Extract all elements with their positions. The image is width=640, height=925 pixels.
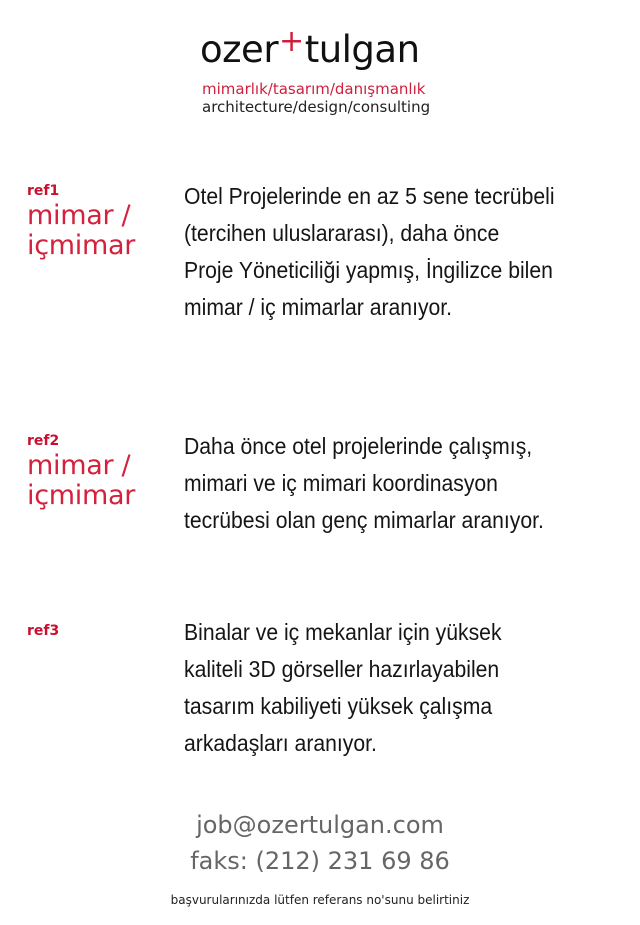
ref3-heading bbox=[27, 623, 59, 639]
contact-email[interactable]: job@ozertulgan.com bbox=[196, 811, 444, 839]
ref1-heading bbox=[27, 183, 135, 261]
logo-wordmark bbox=[200, 24, 460, 73]
logo-name-right: tulgan bbox=[304, 28, 420, 71]
description-line: Binalar ve iç mekanlar için yüksek bbox=[184, 619, 502, 645]
description-line: mimar / iç mimarlar aranıyor. bbox=[184, 294, 453, 320]
ref-label: ref2 bbox=[27, 433, 60, 449]
description-line: Proje Yöneticiliği yapmış, İngilizce bilen bbox=[184, 257, 553, 283]
logo-subtitle-en: architecture/design/consulting bbox=[202, 98, 431, 116]
ref2-heading bbox=[27, 433, 135, 511]
description-line: arkadaşları aranıyor. bbox=[184, 730, 377, 756]
description-line: (tercihen uluslararası), daha önce bbox=[184, 220, 500, 246]
ref2-description bbox=[184, 428, 593, 539]
logo-plus-sign: + bbox=[279, 24, 304, 59]
ref1-description bbox=[184, 178, 593, 326]
ref-title-line: mimar / bbox=[27, 200, 131, 231]
ref-title bbox=[27, 201, 135, 261]
logo-subtitle-tr: mimarlık/tasarım/danışmanlık bbox=[202, 80, 426, 98]
application-note: başvurularınızda lütfen referans no'sunu belirtiniz bbox=[170, 893, 470, 907]
description-line: tasarım kabiliyeti yüksek çalışma bbox=[184, 693, 493, 719]
ref-title-line: mimar / bbox=[27, 450, 131, 481]
description-line: mimari ve iç mimari koordinasyon bbox=[184, 470, 498, 496]
description-line: Otel Projelerinde en az 5 sene tecrübeli bbox=[184, 183, 555, 209]
ref3-description bbox=[184, 614, 593, 762]
description-line: tecrübesi olan genç mimarlar aranıyor. bbox=[184, 507, 544, 533]
ref-title-line: içmimar bbox=[27, 480, 135, 511]
description-line: Daha önce otel projelerinde çalışmış, bbox=[184, 433, 533, 459]
ref-label: ref1 bbox=[27, 183, 60, 199]
ref-title-line: içmimar bbox=[27, 230, 135, 261]
contact-fax: faks: (212) 231 69 86 bbox=[190, 847, 450, 875]
ref-title bbox=[27, 451, 135, 511]
description-line: kaliteli 3D görseller hazırlayabilen bbox=[184, 656, 500, 682]
ref-label: ref3 bbox=[27, 623, 60, 639]
logo-name-left: ozer bbox=[200, 28, 279, 71]
company-logo bbox=[200, 24, 460, 116]
